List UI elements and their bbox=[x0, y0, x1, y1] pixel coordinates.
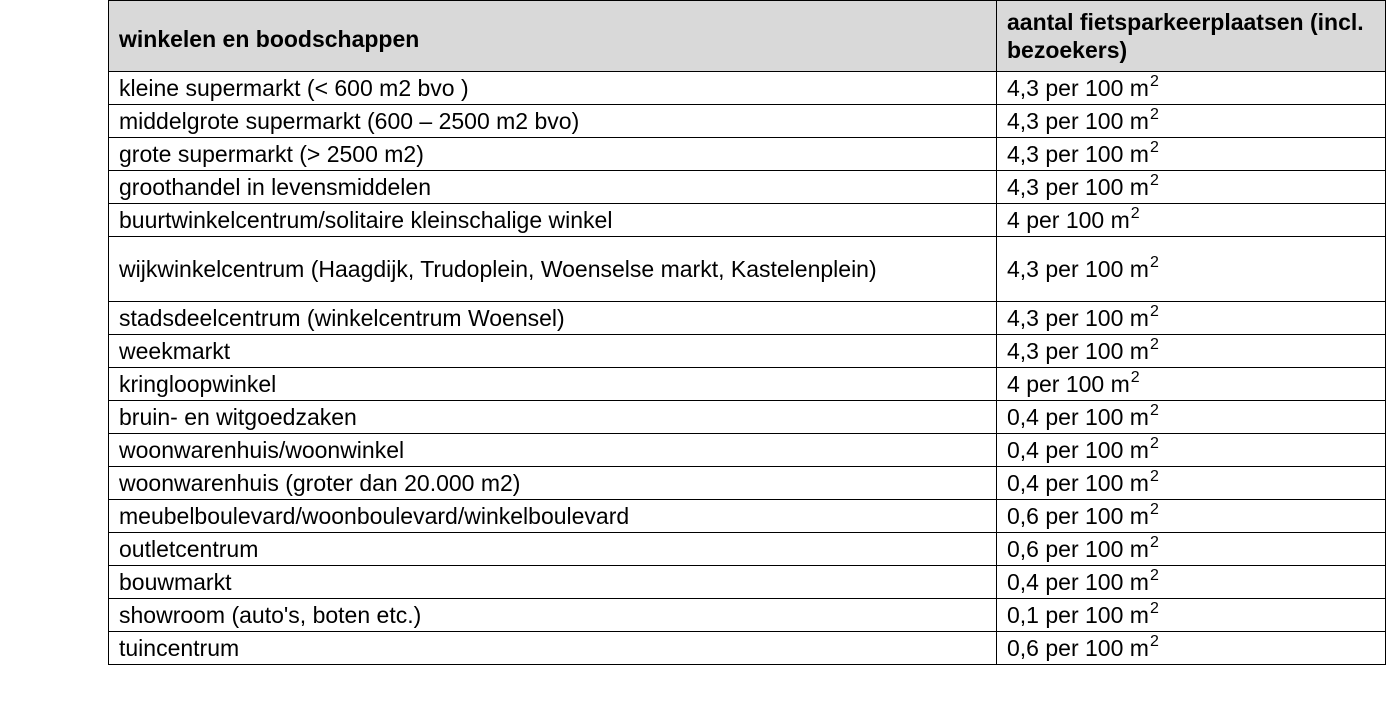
value-unit: per 100 m bbox=[1045, 535, 1149, 562]
table-row bbox=[109, 599, 1386, 632]
row-category: woonwarenhuis (groter dan 20.000 m2) bbox=[109, 467, 997, 500]
row-category: woonwarenhuis/woonwinkel bbox=[109, 434, 997, 467]
value-unit-superscript: 2 bbox=[1149, 500, 1159, 518]
row-parking-value bbox=[997, 467, 1386, 500]
value-number: 0,4 bbox=[1007, 469, 1039, 496]
row-category: tuincentrum bbox=[109, 632, 997, 665]
value-unit-superscript: 2 bbox=[1149, 253, 1159, 271]
value-unit: per 100 m bbox=[1045, 568, 1149, 595]
value-number: 4,3 bbox=[1007, 107, 1039, 134]
table-row bbox=[109, 500, 1386, 533]
row-parking-value bbox=[997, 105, 1386, 138]
table-row bbox=[109, 171, 1386, 204]
row-parking-value bbox=[997, 566, 1386, 599]
value-unit: per 100 m bbox=[1045, 469, 1149, 496]
table-row bbox=[109, 368, 1386, 401]
row-parking-value bbox=[997, 401, 1386, 434]
row-category: middelgrote supermarkt (600 – 2500 m2 bvo) bbox=[109, 105, 997, 138]
value-number: 0,6 bbox=[1007, 634, 1039, 661]
value-unit: per 100 m bbox=[1026, 370, 1130, 397]
table-row bbox=[109, 335, 1386, 368]
value-unit-superscript: 2 bbox=[1149, 566, 1159, 584]
row-category: groothandel in levensmiddelen bbox=[109, 171, 997, 204]
row-parking-value bbox=[997, 434, 1386, 467]
value-unit-superscript: 2 bbox=[1149, 72, 1159, 90]
table-row bbox=[109, 302, 1386, 335]
row-category: kringloopwinkel bbox=[109, 368, 997, 401]
value-unit-superscript: 2 bbox=[1149, 401, 1159, 419]
value-number: 4,3 bbox=[1007, 255, 1039, 282]
value-number: 4,3 bbox=[1007, 140, 1039, 167]
table-row bbox=[109, 533, 1386, 566]
value-number: 0,4 bbox=[1007, 403, 1039, 430]
value-unit: per 100 m bbox=[1045, 436, 1149, 463]
value-number: 4,3 bbox=[1007, 337, 1039, 364]
value-unit-superscript: 2 bbox=[1149, 632, 1159, 650]
row-parking-value bbox=[997, 500, 1386, 533]
header-category: winkelen en boodschappen bbox=[109, 1, 997, 72]
row-parking-value bbox=[997, 204, 1386, 237]
table-row bbox=[109, 434, 1386, 467]
row-category: bouwmarkt bbox=[109, 566, 997, 599]
value-number: 4 bbox=[1007, 370, 1020, 397]
row-parking-value bbox=[997, 632, 1386, 665]
value-unit: per 100 m bbox=[1045, 601, 1149, 628]
row-parking-value bbox=[997, 302, 1386, 335]
value-unit: per 100 m bbox=[1045, 255, 1149, 282]
value-unit-superscript: 2 bbox=[1130, 368, 1140, 386]
value-number: 4,3 bbox=[1007, 74, 1039, 101]
table-body bbox=[109, 72, 1386, 665]
row-category: stadsdeelcentrum (winkelcentrum Woensel) bbox=[109, 302, 997, 335]
value-unit-superscript: 2 bbox=[1149, 171, 1159, 189]
row-category: wijkwinkelcentrum (Haagdijk, Trudoplein, Woenselse markt, Kastelenplein) bbox=[109, 237, 997, 302]
value-unit: per 100 m bbox=[1045, 403, 1149, 430]
table-row bbox=[109, 138, 1386, 171]
value-unit: per 100 m bbox=[1045, 140, 1149, 167]
header-parking-spaces: aantal fietsparkeerplaatsen (incl. bezoekers) bbox=[997, 1, 1386, 72]
value-number: 0,4 bbox=[1007, 568, 1039, 595]
row-category: bruin- en witgoedzaken bbox=[109, 401, 997, 434]
value-number: 4,3 bbox=[1007, 304, 1039, 331]
value-unit-superscript: 2 bbox=[1149, 599, 1159, 617]
row-parking-value bbox=[997, 599, 1386, 632]
row-category: kleine supermarkt (< 600 m2 bvo ) bbox=[109, 72, 997, 105]
value-number: 4,3 bbox=[1007, 173, 1039, 200]
row-category: outletcentrum bbox=[109, 533, 997, 566]
row-parking-value bbox=[997, 171, 1386, 204]
value-unit-superscript: 2 bbox=[1149, 467, 1159, 485]
parking-norms-table-wrapper bbox=[108, 0, 1385, 665]
parking-norms-table bbox=[108, 0, 1386, 665]
value-unit-superscript: 2 bbox=[1149, 434, 1159, 452]
row-parking-value bbox=[997, 368, 1386, 401]
value-unit-superscript: 2 bbox=[1149, 138, 1159, 156]
value-number: 0,4 bbox=[1007, 436, 1039, 463]
value-unit-superscript: 2 bbox=[1149, 533, 1159, 551]
value-unit-superscript: 2 bbox=[1149, 105, 1159, 123]
value-unit-superscript: 2 bbox=[1130, 204, 1140, 222]
value-unit: per 100 m bbox=[1045, 502, 1149, 529]
table-row bbox=[109, 237, 1386, 302]
value-unit: per 100 m bbox=[1026, 206, 1130, 233]
table-row bbox=[109, 105, 1386, 138]
value-number: 4 bbox=[1007, 206, 1020, 233]
value-unit: per 100 m bbox=[1045, 337, 1149, 364]
value-unit: per 100 m bbox=[1045, 304, 1149, 331]
row-parking-value bbox=[997, 138, 1386, 171]
table-row bbox=[109, 72, 1386, 105]
value-number: 0,6 bbox=[1007, 535, 1039, 562]
row-parking-value bbox=[997, 237, 1386, 302]
row-parking-value bbox=[997, 335, 1386, 368]
table-row bbox=[109, 204, 1386, 237]
table-row bbox=[109, 467, 1386, 500]
value-unit-superscript: 2 bbox=[1149, 302, 1159, 320]
value-number: 0,6 bbox=[1007, 502, 1039, 529]
row-parking-value bbox=[997, 72, 1386, 105]
row-category: showroom (auto's, boten etc.) bbox=[109, 599, 997, 632]
row-category: meubelboulevard/woonboulevard/winkelboulevard bbox=[109, 500, 997, 533]
value-unit-superscript: 2 bbox=[1149, 335, 1159, 353]
value-unit: per 100 m bbox=[1045, 173, 1149, 200]
table-row bbox=[109, 632, 1386, 665]
row-parking-value bbox=[997, 533, 1386, 566]
row-category: buurtwinkelcentrum/solitaire kleinschalige winkel bbox=[109, 204, 997, 237]
value-number: 0,1 bbox=[1007, 601, 1039, 628]
row-category: weekmarkt bbox=[109, 335, 997, 368]
row-category: grote supermarkt (> 2500 m2) bbox=[109, 138, 997, 171]
value-unit: per 100 m bbox=[1045, 634, 1149, 661]
header-row bbox=[109, 1, 1386, 72]
table-row bbox=[109, 566, 1386, 599]
table-header bbox=[109, 1, 1386, 72]
value-unit: per 100 m bbox=[1045, 107, 1149, 134]
table-row bbox=[109, 401, 1386, 434]
value-unit: per 100 m bbox=[1045, 74, 1149, 101]
